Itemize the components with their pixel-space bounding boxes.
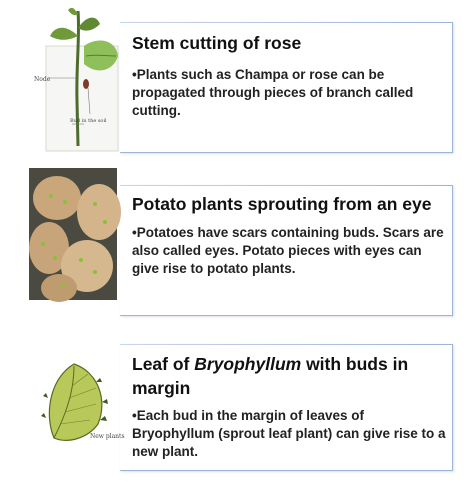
bryophyllum-leaf-image <box>40 358 125 450</box>
title-stem-cutting: Stem cutting of rose <box>132 33 302 53</box>
bud-label: Bud in the soil <box>70 118 107 124</box>
text-bryophyllum: •Each bud in the margin of leaves of Bryophyllum (sprout leaf plant) can give rise to a new plant. <box>132 408 446 459</box>
text-stem-cutting: •Plants such as Champa or rose can be propagated through pieces of branch called cutting. <box>132 67 414 118</box>
title-potato: Potato plants sprouting from an eye <box>132 194 432 214</box>
new-plants-label: New plants <box>90 433 125 440</box>
text-potato: •Potatoes have scars containing buds. Scars are also called eyes. Potato pieces with eyes can give rise to potato plants. <box>132 225 444 276</box>
title-bryophyllum <box>132 352 432 400</box>
rose-cutting-image <box>28 6 123 156</box>
node-label: Node <box>34 76 51 83</box>
title-bryophyllum-italic: Bryophyllum <box>194 354 302 374</box>
potato-image <box>29 168 117 300</box>
title-bryophyllum-part2: with buds in margin <box>132 354 409 398</box>
title-bryophyllum-part1: Leaf of <box>132 354 195 374</box>
